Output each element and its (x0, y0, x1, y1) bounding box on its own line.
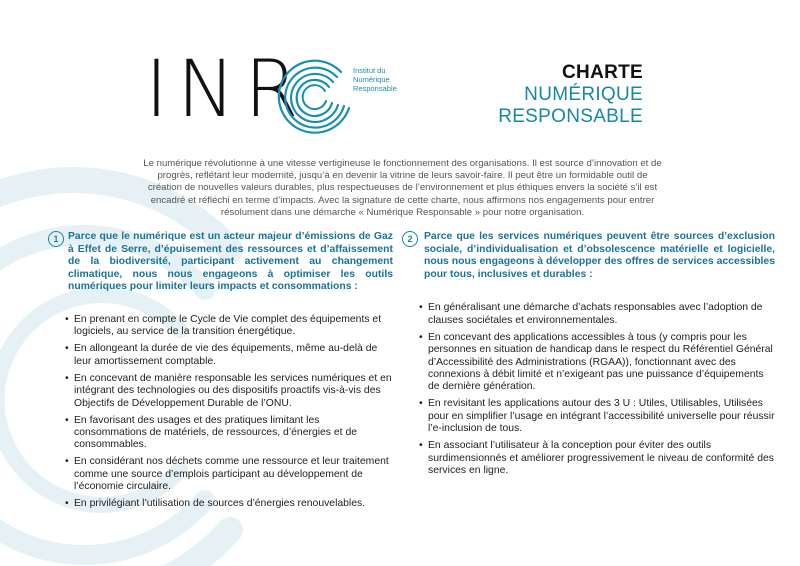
section-lead-text: Parce que les services numériques peuvent être sources d’exclusion sociale, d’individualisation et d’obsolescence matérielle et logicielle, nous nous engageons à développer des offres de services accessibles pour tous, inclusives et durables : (424, 231, 775, 280)
title-line-charte: CHARTE (562, 62, 643, 83)
logo-subtitle-line: Numérique (353, 75, 390, 84)
title-line-numerique: NUMÉRIQUE (524, 84, 643, 105)
list-item: • En considérant nos déchets comme une ressource et leur traitement comme une source d’emplois participant au développement de l’économie circulaire. (48, 456, 393, 493)
section-number-badge: 1 (48, 231, 64, 247)
list-item: • En prenant en compte le Cycle de Vie complet des équipements et logiciels, au service de la transition énergétique. (48, 314, 393, 339)
list-item: • En généralisant une démarche d’achats responsables avec l’adoption de clauses sociétales et environnementales. (402, 302, 775, 327)
list-item: • En privilégiant l’utilisation de sources d’énergies renouvelables. (48, 498, 393, 510)
list-item: • En allongeant la durée de vie des équipements, même au-delà de leur amortissement comptable. (48, 343, 393, 368)
commitment-list (402, 302, 775, 477)
logo-subtitle-line: Responsable (353, 84, 397, 93)
logo-spiral-icon (275, 56, 357, 138)
logo-subtitle-line: Institut du (353, 66, 386, 75)
list-item: • En concevant de manière responsable les services numériques et en intégrant des technologies ou des dispositifs proactifs vis-à-vis des Objectifs de Développement Durable de l’ONU. (48, 373, 393, 410)
logo-letters: INR (145, 45, 308, 135)
commitment-section-1 (48, 231, 393, 515)
section-lead-text: Parce que le numérique est un acteur majeur d’émissions de Gaz à Effet de Serre, d’épuisement des ressources et d’affaissement de la biodiversité, participant activement au changement climatique, nous nous engageons à optimiser les outils numériques pour limiter leurs impacts et consommations : (68, 231, 393, 293)
list-item: • En favorisant des usages et des pratiques limitant les consommations de matériels, de ressources, d’énergies et de consommables. (48, 415, 393, 452)
commitment-list (48, 314, 393, 511)
list-item: • En associant l’utilisateur à la conception pour éviter des outils surdimensionnés et améliorer progressivement le niveau de conformité des services en ligne. (402, 440, 775, 477)
section-number-badge: 2 (402, 231, 418, 247)
list-item: • En revisitant les applications autour des 3 U : Utiles, Utilisables, Utilisées pour en simplifier l’usage en intégrant l’accessibilité universelle pour réussir l’e-inclusion de tous. (402, 398, 775, 435)
list-item: • En concevant des applications accessibles à tous (y compris pour les personnes en situation de handicap dans le respect du Référentiel Général d’Accessibilité des Administrations (RGAA)), fonctionnant avec des connexions à débit limité et n’exigeant pas une puissance d’équipements de dernière génération. (402, 332, 775, 394)
intro-paragraph: Le numérique révolutionne à une vitesse vertigineuse le fonctionnement des organisations. Il est source d’innovation et de progrès, reflétant leur modernité, jusqu’à en devenir la vitrine de leurs savoir-faire. Il peut être un formidable outil de création de nouvelles valeurs durables, plus respectueuses de l’environnement et plus éthiques envers la société s’il est encadré et réfléchi en terme d’impacts. Avec la signature de cette charte, nous affirmons nos engagements pour entrer résolument dans une démarche « Numérique Responsable » pour notre organisation. (143, 158, 662, 218)
logo-subtitle (353, 66, 423, 93)
commitment-section-2 (402, 231, 775, 482)
document-title (498, 62, 643, 128)
title-line-responsable: RESPONSABLE (498, 106, 643, 127)
